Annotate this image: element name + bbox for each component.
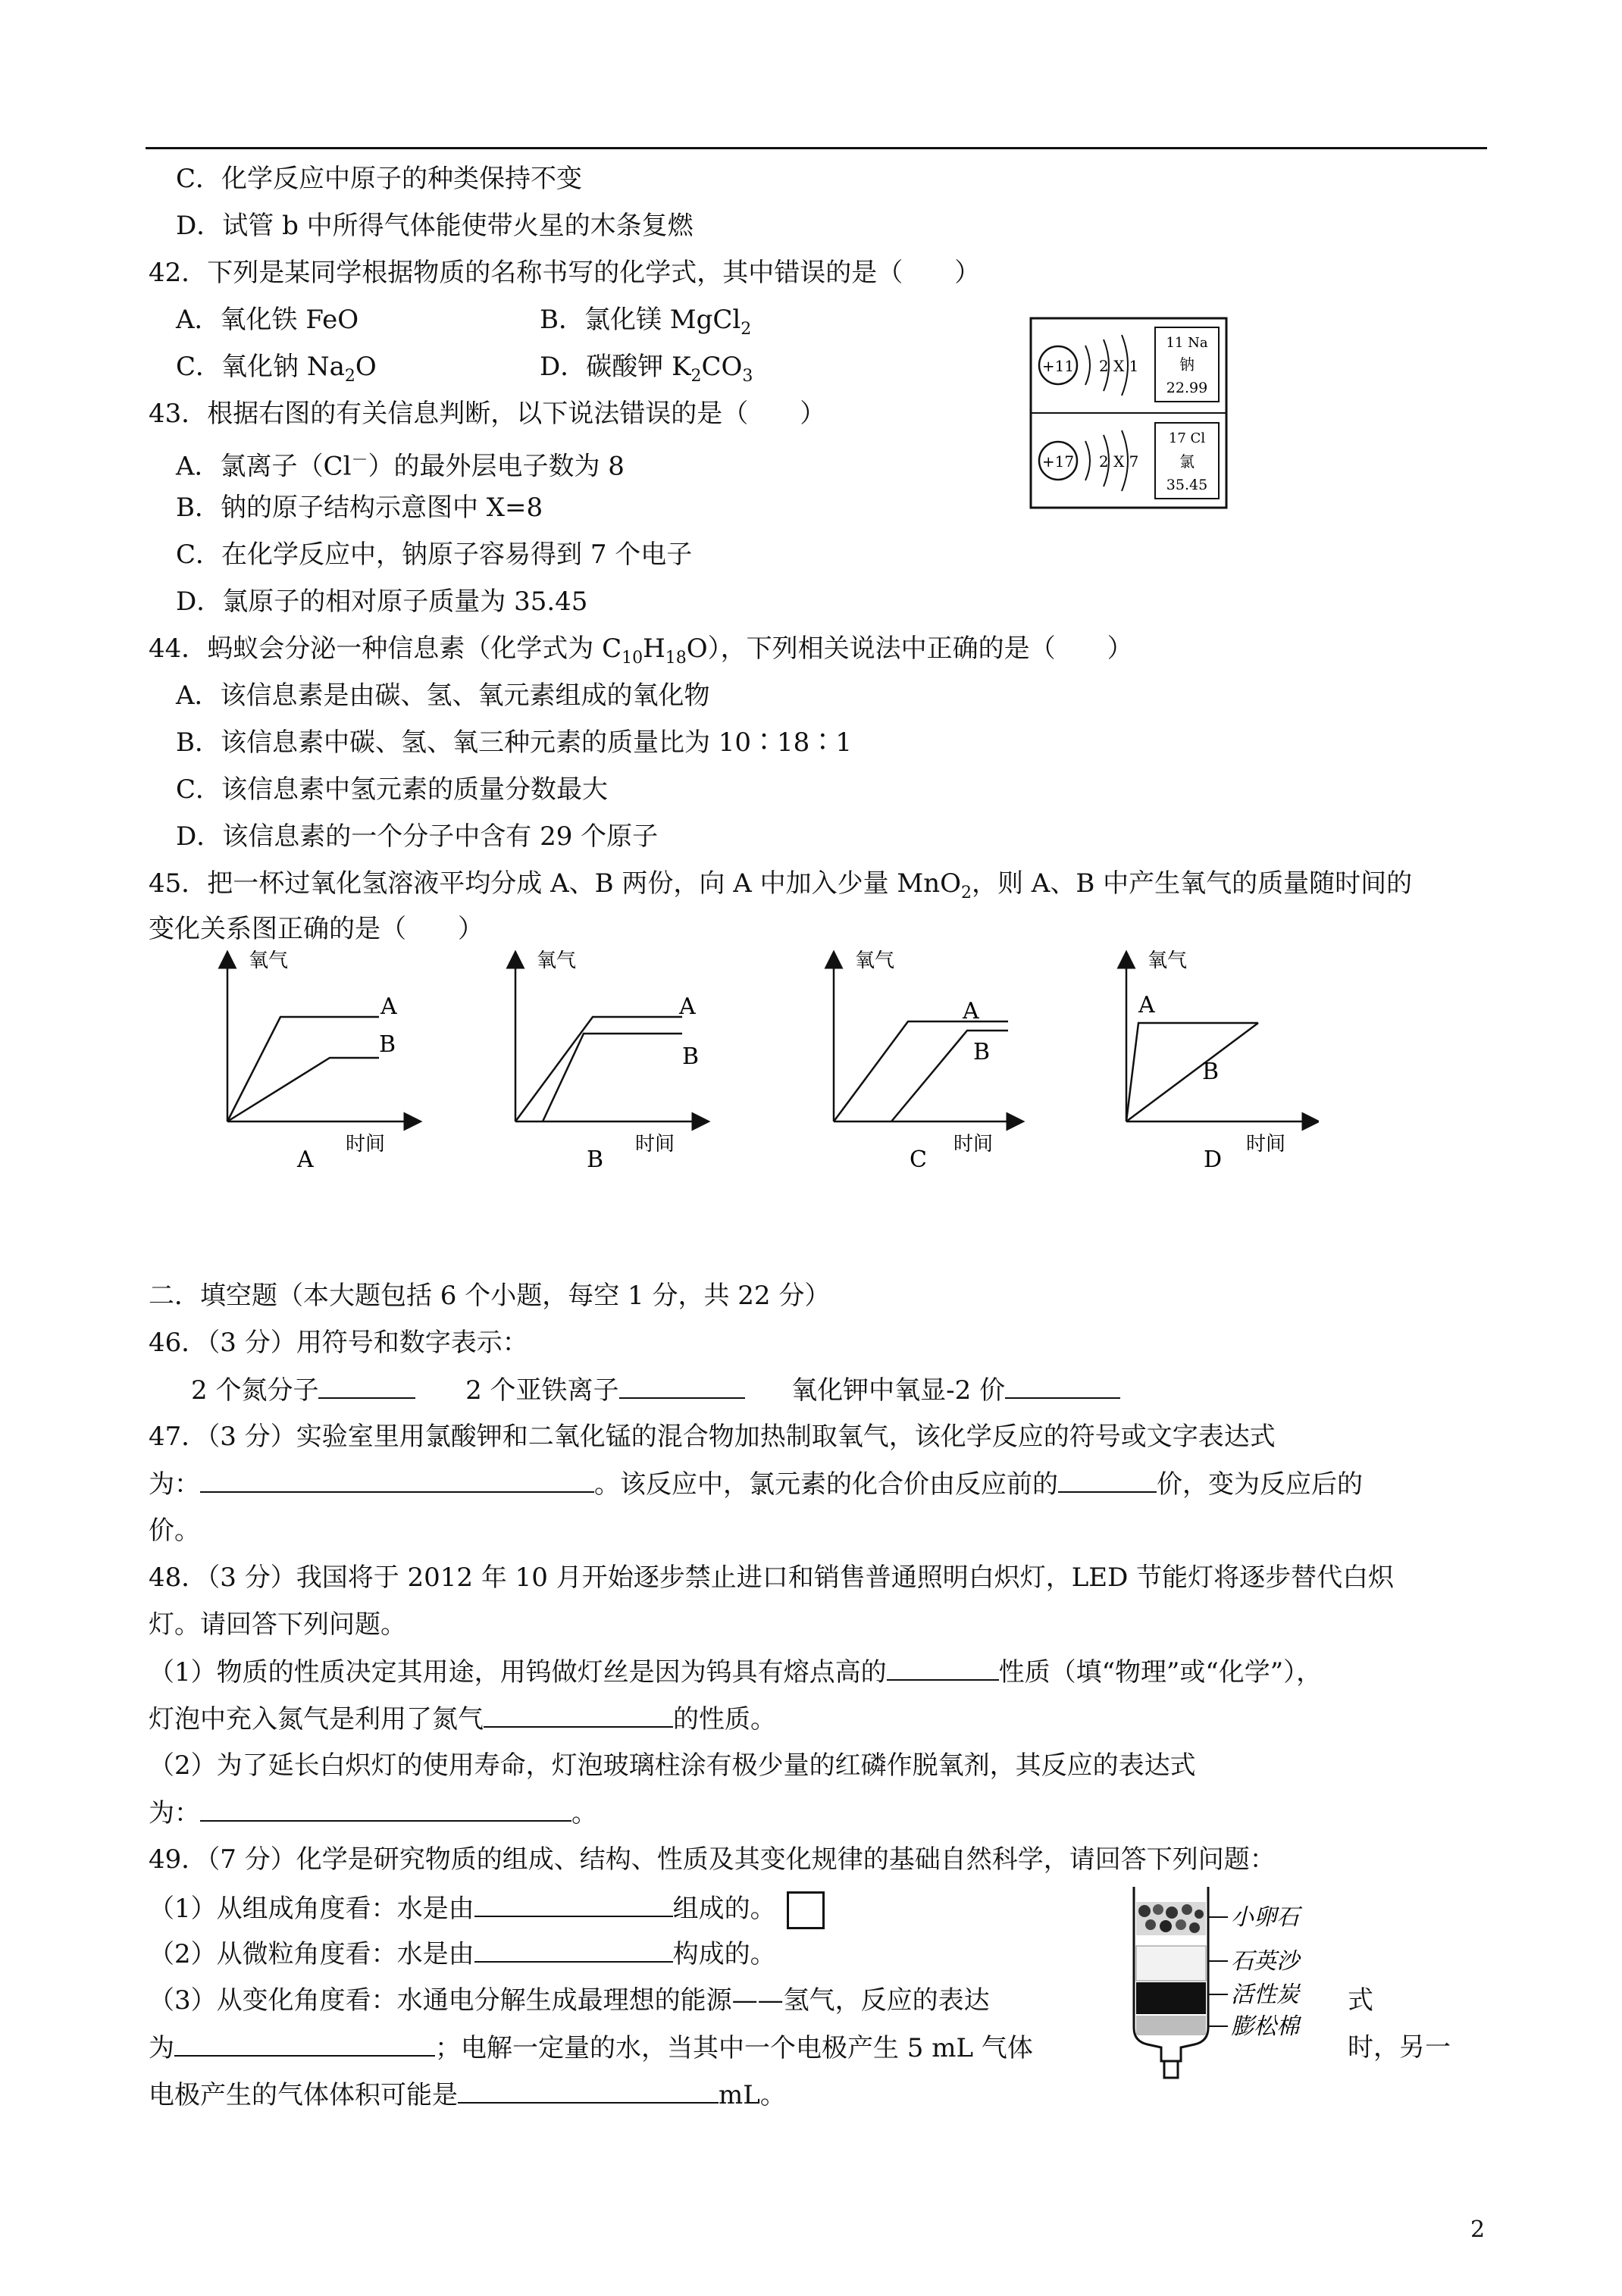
atom-structure-figure — [1029, 317, 1228, 509]
graph-c-line-a — [834, 1021, 1008, 1121]
graph-b-label-a: A — [679, 993, 696, 1020]
q46-stem: 46．（3 分）用符号和数字表示： — [149, 1328, 528, 1358]
graph-c-y-label: 氧气 — [855, 949, 895, 972]
graph-c-label-b: B — [973, 1039, 991, 1065]
na-mass: 22.99 — [1166, 380, 1208, 396]
cl-number-symbol: 17 Cl — [1168, 430, 1206, 446]
q41-option-d: D．试管 b 中所得气体能使带火星的木条复燃 — [176, 211, 694, 241]
q49-line-6: 电极产生的气体体积可能是 mL。 — [149, 2080, 786, 2110]
q49-line-5-tail: 时，另一 — [1348, 2032, 1451, 2063]
q43-stem: 43．根据右图的有关信息判断，以下说法错误的是（ ） — [149, 399, 826, 429]
label-cotton: 膨松棉 — [1231, 2013, 1299, 2040]
graph-b-line-b — [543, 1034, 682, 1121]
page-number: 2 — [1470, 2216, 1486, 2243]
graph-b-x-label: 时间 — [635, 1133, 675, 1156]
q46-part-3: 氧化钾中氧显-2 价 — [791, 1375, 1006, 1406]
q46-blank-2[interactable] — [619, 1375, 745, 1399]
q48-line-4: 灯泡中充入氮气是利用了氮气 的性质。 — [149, 1704, 776, 1735]
q46-part-1: 2 个氮分子 — [191, 1375, 319, 1406]
graph-d-option: D — [1204, 1146, 1223, 1173]
label-carbon: 活性炭 — [1231, 1982, 1299, 2008]
cl-nucleus: +17 — [1041, 452, 1075, 471]
q44-stem: 44．蚂蚁会分泌一种信息素（化学式为 $C_{10}H_{18}O$），下列相关说法中正确的是（ ） — [149, 633, 1133, 668]
q44-option-c: C．该信息素中氢元素的质量分数最大 — [176, 774, 609, 805]
q47-line-1: 47．（3 分）实验室里用氯酸钾和二氧化锰的混合物加热制取氧气，该化学反应的符号或文字表达式 — [149, 1422, 1276, 1452]
q47-blank-equation[interactable] — [200, 1469, 594, 1493]
q48-line-3: （1）物质的性质决定其用途，用钨做灯丝是因为钨具有熔点高的 性质（填“物理”或“化学”）， — [149, 1657, 1323, 1688]
pebble-layer — [1136, 1902, 1206, 1935]
graph-d-label-a: A — [1138, 992, 1155, 1018]
graph-c-x-label: 时间 — [953, 1133, 994, 1156]
q48-blank-3[interactable] — [200, 1797, 571, 1822]
sand-layer — [1136, 1946, 1206, 1981]
graph-b-option: B — [587, 1146, 604, 1173]
q42-option-b: B．氯化镁 MgCl$_2$ — [540, 305, 752, 339]
graph-a-line-b — [227, 1058, 379, 1121]
q49-line-2: （1）从组成角度看：水是由 组成的。 — [149, 1891, 825, 1929]
q47-line-2: 为： 。该反应中，氯元素的化合价由反应前的 价，变为反应后的 — [149, 1469, 1363, 1500]
q48-line-1: 48．（3 分）我国将于 2012 年 10 月开始逐步禁止进口和销售普通照明白炽灯，LED 节能灯将逐步替代白炽 — [149, 1562, 1395, 1593]
na-name: 钠 — [1179, 355, 1195, 374]
graph-a — [227, 949, 413, 1173]
q48-blank-1[interactable] — [887, 1656, 999, 1681]
q49-line-1: 49．（7 分）化学是研究物质的组成、结构、性质及其变化规律的基础自然科学，请回答下列问题： — [149, 1844, 1276, 1875]
graph-a-y-label: 氧气 — [249, 949, 289, 972]
q43-option-b: B．钠的原子结构示意图中 X=8 — [176, 493, 543, 523]
q49-line-4-tail: 式 — [1348, 1985, 1373, 2016]
q44-option-b: B．该信息素中碳、氢、氧三种元素的质量比为 10∶18∶1 — [176, 727, 852, 758]
graph-a-option: A — [297, 1146, 314, 1173]
na-nucleus: +11 — [1041, 357, 1075, 375]
graph-c-label-a: A — [963, 998, 979, 1024]
q43-option-a: A．氯离子（Cl－）的最外层电子数为 8 — [176, 451, 625, 482]
q44-option-a: A．该信息素是由碳、氢、氧元素组成的氧化物 — [176, 680, 710, 711]
label-sand: 石英沙 — [1231, 1948, 1299, 1975]
graph-c-line-b — [891, 1031, 1008, 1121]
q48-line-2: 灯。请回答下列问题。 — [149, 1609, 406, 1640]
graph-b-y-label: 氧气 — [537, 949, 577, 972]
q42-stem: 42．下列是某同学根据物质的名称书写的化学式，其中错误的是（ ） — [149, 258, 981, 288]
q45-stem: 45．把一杯过氧化氢溶液平均分成 A、B 两份，向 A 中加入少量 MnO$_2$，则 A、B 中产生氧气的质量随时间的 — [149, 868, 1413, 902]
graph-d-label-b: B — [1202, 1059, 1220, 1085]
graph-c-option: C — [910, 1146, 927, 1173]
q42-option-a: A．氧化铁 FeO — [176, 305, 359, 335]
chlorine-atom-diagram — [1039, 423, 1219, 499]
graph-c — [834, 949, 1016, 1173]
q49-blank-4[interactable] — [458, 2079, 719, 2104]
graph-b-label-b: B — [682, 1043, 700, 1070]
q48-line-6: 为： 。 — [149, 1798, 597, 1828]
water-filter-figure — [1114, 1879, 1342, 2088]
graph-d-line-b — [1126, 1023, 1258, 1121]
q45-stem-line2: 变化关系图正确的是（ ） — [149, 914, 484, 944]
q47-line-3: 价。 — [149, 1516, 200, 1546]
q46-blank-1[interactable] — [318, 1375, 415, 1399]
cl-shells: 2 X 7 — [1099, 452, 1139, 471]
q45-graphs — [182, 947, 1319, 1212]
sodium-atom-diagram — [1039, 327, 1219, 402]
cotton-layer — [1136, 2016, 1206, 2035]
label-pebbles: 小卵石 — [1231, 1904, 1299, 1931]
carbon-layer — [1136, 1982, 1206, 2014]
q49-blank-2[interactable] — [474, 1938, 673, 1963]
q43-option-d: D．氯原子的相对原子质量为 35.45 — [176, 587, 588, 617]
graph-a-label-b: B — [379, 1031, 396, 1058]
q49-blank-1[interactable] — [474, 1893, 673, 1917]
q48-blank-2[interactable] — [484, 1703, 673, 1728]
q46-part-2: 2 个亚铁离子 — [465, 1375, 619, 1406]
graph-d — [1126, 949, 1311, 1173]
graph-b-line-a — [515, 1017, 682, 1121]
graph-a-label-a: A — [380, 993, 397, 1020]
graph-d-y-label: 氧气 — [1148, 949, 1188, 972]
graph-b — [515, 949, 701, 1173]
section-2-title: 二．填空题（本大题包括 6 个小题，每空 1 分，共 22 分） — [149, 1281, 831, 1311]
cl-mass: 35.45 — [1166, 477, 1208, 493]
q48-line-5: （2）为了延长白炽灯的使用寿命，灯泡玻璃柱涂有极少量的红磷作脱氧剂，其反应的表达式 — [149, 1750, 1196, 1781]
cl-name: 氯 — [1179, 452, 1195, 471]
q49-line-5: 为 ；电解一定量的水，当其中一个电极产生 5 mL 气体 — [149, 2033, 1033, 2063]
graph-d-x-label: 时间 — [1246, 1133, 1286, 1156]
graph-a-x-label: 时间 — [346, 1133, 386, 1156]
q46-blank-3[interactable] — [1005, 1375, 1120, 1399]
answer-box[interactable] — [787, 1891, 825, 1929]
q49-blank-3[interactable] — [174, 2032, 435, 2057]
q42-option-d: D．碳酸钾 $K_2CO_3$ — [540, 352, 753, 386]
q41-option-c: C．化学反应中原子的种类保持不变 — [176, 164, 583, 194]
q49-line-4: （3）从变化角度看：水通电分解生成最理想的能源——氢气，反应的表达 — [149, 1985, 990, 2016]
q42-option-c: C．氧化钠 $Na_2O$ — [176, 352, 377, 386]
na-number-symbol: 11 Na — [1166, 335, 1208, 351]
q44-option-d: D．该信息素的一个分子中含有 29 个原子 — [176, 821, 659, 852]
header-rule — [146, 147, 1487, 149]
na-shells: 2 X 1 — [1099, 357, 1139, 375]
q49-line-3: （2）从微粒角度看：水是由 构成的。 — [149, 1939, 776, 1969]
q46-parts — [191, 1375, 1120, 1406]
q43-option-c: C．在化学反应中，钠原子容易得到 7 个电子 — [176, 540, 693, 570]
q47-blank-before[interactable] — [1058, 1469, 1157, 1493]
graph-a-line-a — [227, 1017, 379, 1121]
